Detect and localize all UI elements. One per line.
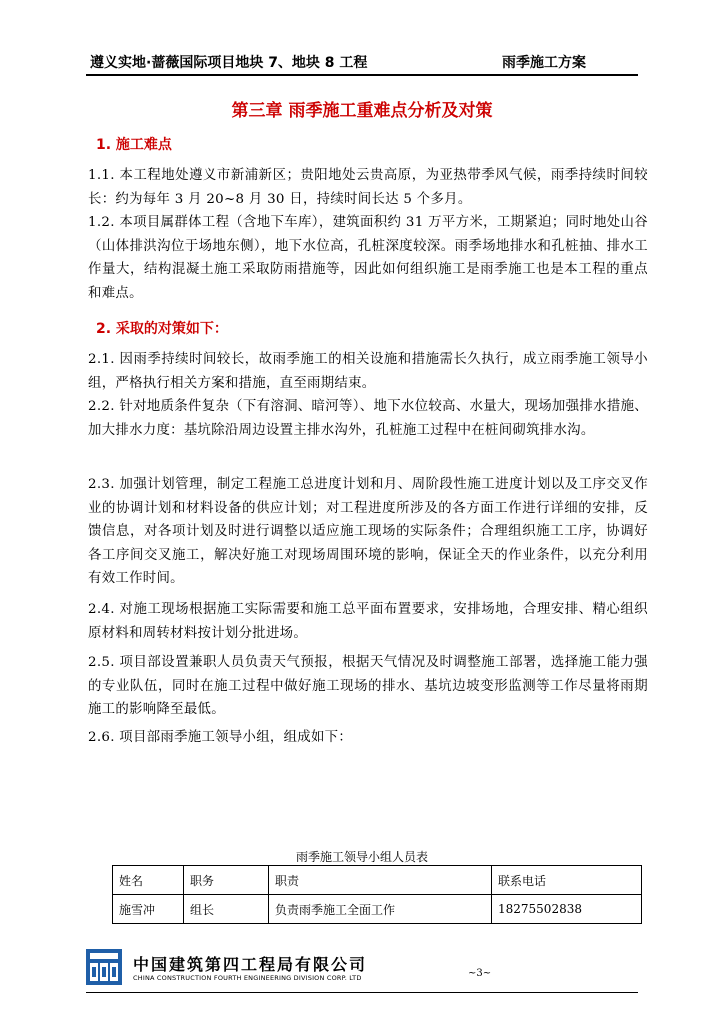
table-cell-duty: 负责雨季施工全面工作 (269, 895, 492, 924)
footer-company-english: CHINA CONSTRUCTION FOURTH ENGINEERING DIVISION CORP. LTD (133, 974, 362, 982)
paragraph-2-4: 2.4. 对施工现场根据施工实际需要和施工总平面布置要求，安排场地，合理安排、精心组织原材料和周转材料按计划分批进场。 (88, 602, 648, 641)
staff-table (112, 865, 642, 924)
page-number: ~3~ (468, 968, 492, 979)
chapter-title: 第三章 雨季施工重难点分析及对策 (231, 101, 493, 121)
table-cell-position: 组长 (184, 895, 269, 924)
table-header-row (113, 866, 642, 895)
footer-company-name: 中国建筑第四工程局有限公司 (133, 955, 368, 974)
table-header-cell: 姓名 (113, 866, 184, 895)
paragraph-2-5: 2.5. 项目部设置兼职人员负责天气预报，根据天气情况及时调整施工部署，选择施工能力强的专业队伍，同时在施工过程中做好施工现场的排水、基坑边坡变形监测等工作尽量将雨期施工的影响降至最低。 (88, 655, 648, 717)
header-document-title: 雨季施工方案 (502, 55, 586, 71)
table-cell-phone: 18275502838 (492, 895, 642, 924)
table-caption: 雨季施工领导小组人员表 (295, 850, 428, 864)
table-cell-name: 施雪冲 (113, 895, 184, 924)
header-project-title: 遵义实地·蔷薇国际项目地块 7、地块 8 工程 (90, 55, 368, 71)
footer-divider (86, 992, 638, 993)
table-row (113, 895, 642, 924)
section-heading-difficulties: 1. 施工难点 (96, 137, 172, 153)
paragraph-2-3: 2.3. 加强计划管理，制定工程施工总进度计划和月、周阶段性施工进度计划以及工序交叉作业的协调计划和材料设备的供应计划；对工程进度所涉及的各方面工作进行详细的安排，反馈信息，对各项计划及时进行调整以适应施工现场的实际条件；合理组织施工工序，协调好各工序间交叉施工，解决好施工对现场周围环境的影响，保证全天的作业条件，以充分利用有效工作时间。 (88, 477, 648, 586)
paragraph-2-2: 2.2. 针对地质条件复杂（下有溶洞、暗河等）、地下水位较高、水量大，现场加强排水措施、加大排水力度：基坑除沿周边设置主排水沟外，孔桩施工过程中在桩间砌筑排水沟。 (88, 399, 648, 438)
cscec-logo-icon (86, 949, 122, 985)
table-header-cell: 职责 (269, 866, 492, 895)
table-header-cell: 职务 (184, 866, 269, 895)
table-header-cell: 联系电话 (492, 866, 642, 895)
paragraph-2-1: 2.1. 因雨季持续时间较长，故雨季施工的相关设施和措施需长久执行，成立雨季施工领导小组，严格执行相关方案和措施，直至雨期结束。 (88, 352, 648, 391)
section-heading-countermeasures: 2. 采取的对策如下： (96, 321, 228, 337)
paragraph-1-1: 1.1. 本工程地处遵义市新浦新区；贵阳地处云贵高原，为亚热带季风气候，雨季持续时间较长：约为每年 3 月 20~8 月 30 日，持续时间长达 5 个多月。 (88, 168, 648, 207)
page-header (86, 48, 638, 74)
paragraph-1-2: 1.2. 本项目属群体工程（含地下车库），建筑面积约 31 万平方米，工期紧迫；同时地处山谷（山体排洪沟位于场地东侧），地下水位高，孔桩深度较深。雨季场地排水和孔桩抽、排水工作量大，结构混凝土施工采取防雨措施等，因此如何组织施工是雨季施工也是本工程的重点和难点。 (88, 215, 648, 301)
paragraph-2-6: 2.6. 项目部雨季施工领导小组，组成如下： (88, 730, 353, 745)
header-divider (86, 74, 638, 76)
